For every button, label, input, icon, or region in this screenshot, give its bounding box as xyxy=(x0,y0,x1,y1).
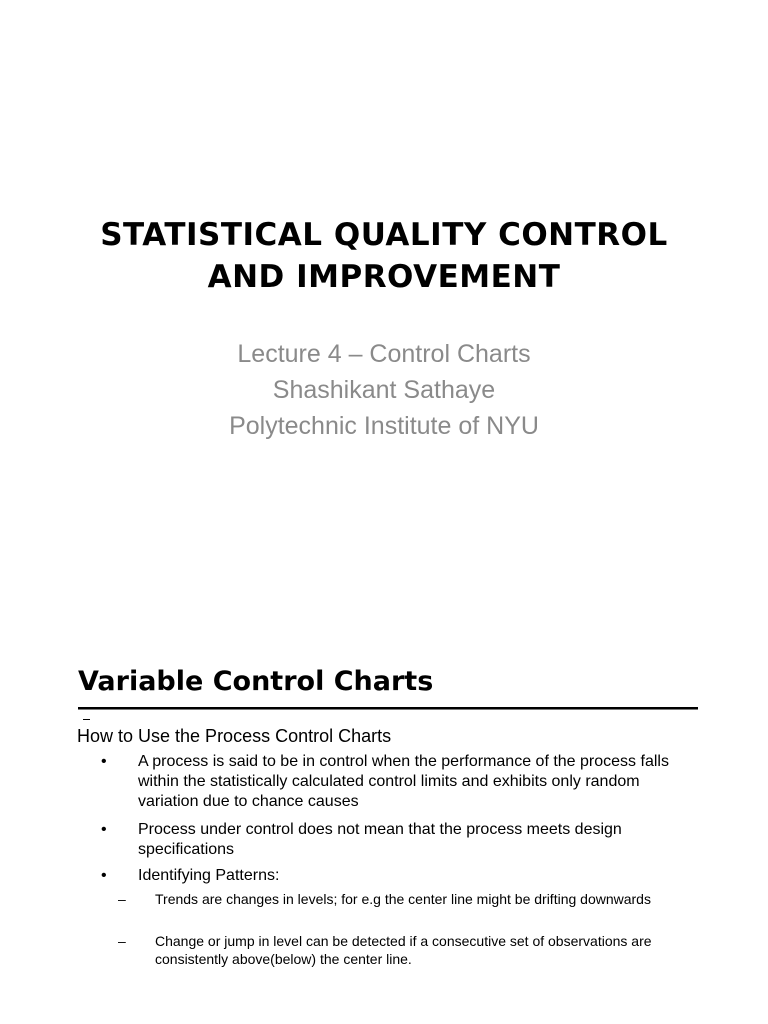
subtitle-institution: Polytechnic Institute of NYU xyxy=(229,412,539,440)
sub-bullet-text: Change or jump in level can be detected if a consecutive set of observations are consistently above(below) the center line. xyxy=(155,933,652,967)
title-divider xyxy=(78,707,698,710)
bullet-dot: • xyxy=(101,821,107,838)
section-title: Variable Control Charts xyxy=(78,666,434,697)
bullet-item xyxy=(101,820,701,862)
bullet-dot: • xyxy=(101,753,107,770)
slide-subtitle xyxy=(40,336,728,444)
title-line-2: AND IMPROVEMENT xyxy=(207,259,561,295)
subtitle-author: Shashikant Sathaye xyxy=(272,376,496,404)
bullet-text: Identifying Patterns: xyxy=(138,867,280,884)
sub-bullet-dash: – xyxy=(118,933,126,949)
sub-bullet-text: Trends are changes in levels; for e.g the center line might be drifting downwards xyxy=(155,891,651,907)
slide-title xyxy=(40,214,728,298)
bullet-dot: • xyxy=(101,867,107,884)
sub-bullet-dash: – xyxy=(118,891,126,907)
subtitle-lecture: Lecture 4 – Control Charts xyxy=(237,340,531,368)
bullet-text: Process under control does not mean that the process meets design specifications xyxy=(138,821,622,858)
bullet-item xyxy=(101,752,701,814)
slide-2 xyxy=(0,640,768,1024)
title-line-1: STATISTICAL QUALITY CONTROL xyxy=(100,217,668,253)
sub-bullet-item xyxy=(118,932,708,970)
divider-tick-mark xyxy=(83,719,90,720)
bullet-item xyxy=(101,866,701,888)
lead-text: How to Use the Process Control Charts xyxy=(77,726,392,746)
bullet-text: A process is said to be in control when the performance of the process falls within the statistically calculated control limits and exhibits only random variation due to chance causes xyxy=(138,753,669,810)
sub-bullet-item xyxy=(118,890,708,928)
